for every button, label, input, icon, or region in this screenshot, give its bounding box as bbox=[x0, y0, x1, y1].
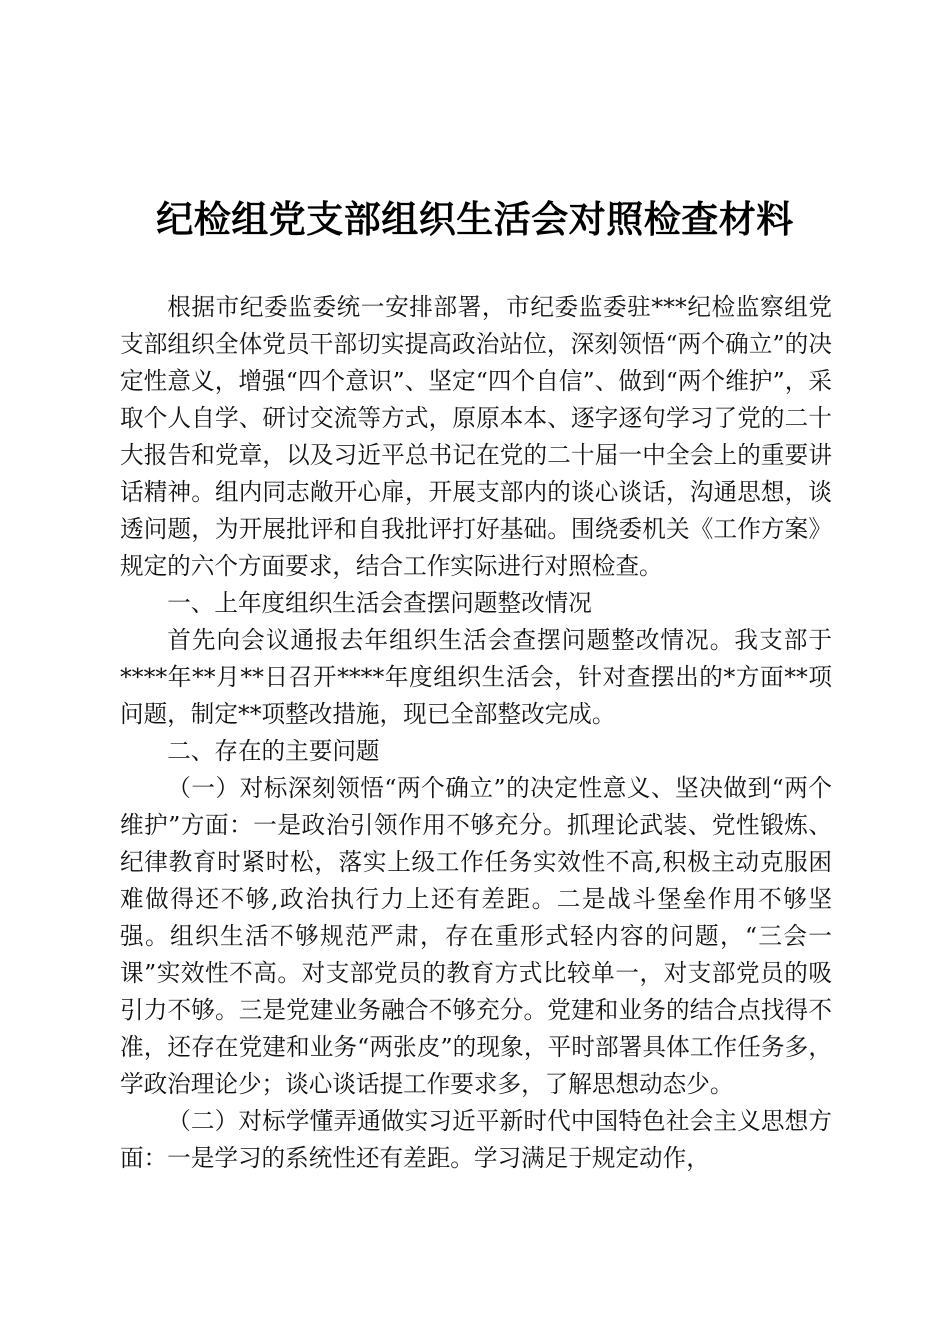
section-2-paragraph-1: （一）对标深刻领悟“两个确立”的决定性意义、坚决做到“两个维护”方面：一是政治引领作用不够充分。抓理论武装、党性锻炼、纪律教育时紧时松，落实上级工作任务实效性不高,积极主动克服困难做得还不够,政治执行力上还有差距。二是战斗堡垒作用不够坚强。组织生活不够规范严肃，存在重形式轻内容的问题，“三会一课”实效性不高。对支部党员的教育方式比较单一，对支部党员的吸引力不够。三是党建业务融合不够充分。党建和业务的结合点找得不准，还存在党建和业务“两张皮”的现象，平时部署具体工作任务多，学政治理论少；谈心谈话提工作要求多，了解思想动态少。 bbox=[120, 774, 832, 1098]
section-2-paragraph-2: （二）对标学懂弄通做实习近平新时代中国特色社会主义思想方面：一是学习的系统性还有差距。学习满足于规定动作， bbox=[120, 1107, 832, 1172]
section-heading-1: 一、上年度组织生活会查摆问题整改情况 bbox=[167, 589, 592, 617]
document-body bbox=[120, 289, 832, 1177]
section-heading-2: 二、存在的主要问题 bbox=[167, 737, 380, 765]
section-1-paragraph: 首先向会议通报去年组织生活会查摆问题整改情况。我支部于****年**月**日召开****年度组织生活会，针对查摆出的*方面**项问题，制定**项整改措施，现已全部整改完成。 bbox=[120, 626, 832, 728]
intro-paragraph: 根据市纪委监委统一安排部署，市纪委监委驻***纪检监察组党支部组织全体党员干部切实提高政治站位，深刻领悟“两个确立”的决定性意义，增强“四个意识”、坚定“四个自信”、做到“两个维护”，采取个人自学、研讨交流等方式，原原本本、逐字逐句学习了党的二十大报告和党章，以及习近平总书记在党的二十届一中全会上的重要讲话精神。组内同志敞开心扉，开展支部内的谈心谈话，沟通思想，谈透问题，为开展批评和自我批评打好基础。围绕委机关《工作方案》规定的六个方面要求，结合工作实际进行对照检查。 bbox=[120, 293, 832, 580]
document-title: 纪检组党支部组织生活会对照检查材料 bbox=[156, 197, 794, 241]
